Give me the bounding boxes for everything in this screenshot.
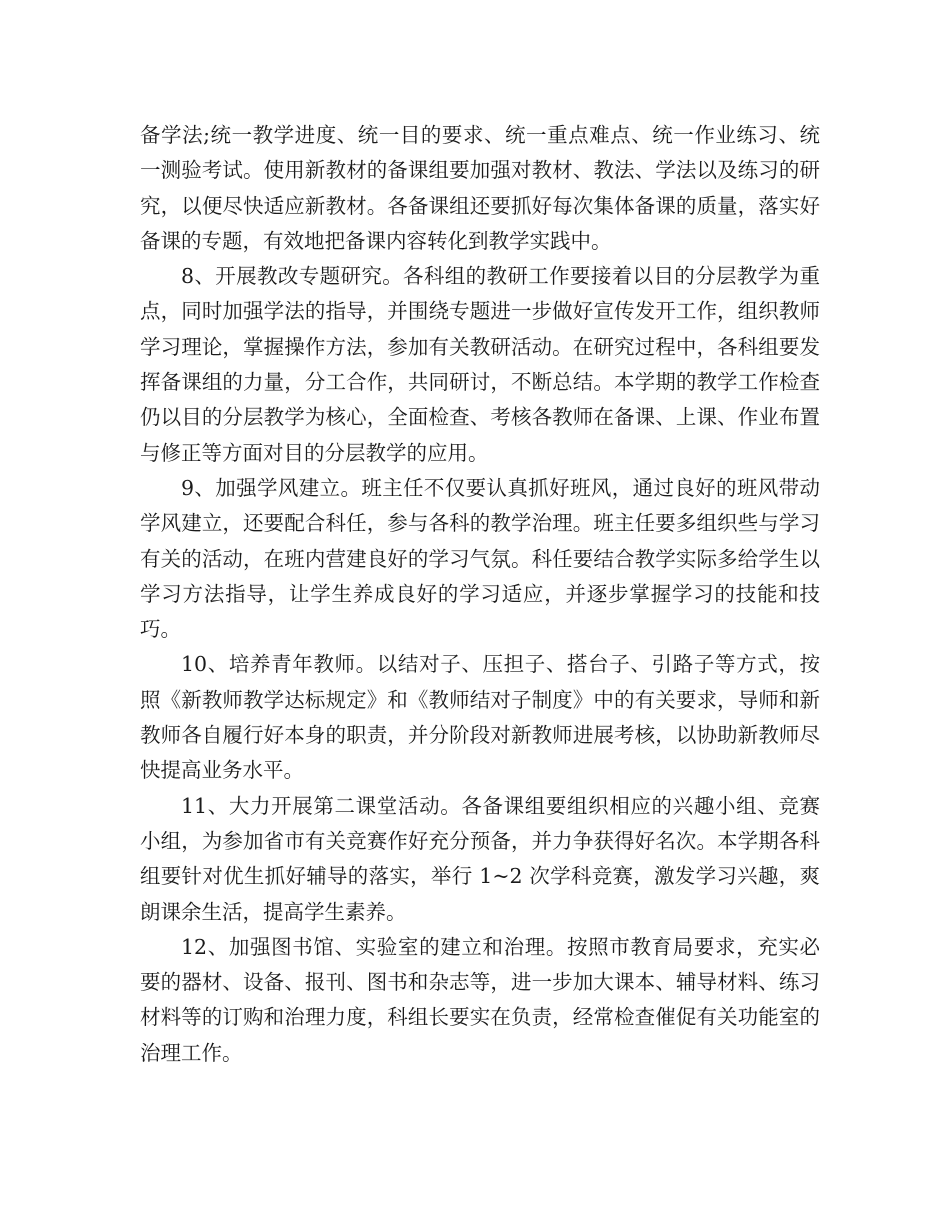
paragraph-item-12: 12、加强图书馆、实验室的建立和治理。按照市教育局要求，充实必要的器材、设备、报刊、图书和杂志等，进一步加大课本、辅导材料、练习材料等的订购和治理力度，科组长要实在负责，经常检查催促有关功能室的治理工作。 [140, 934, 820, 1065]
paragraph-continuation: 备学法;统一教学进度、统一目的要求、统一重点难点、统一作业练习、统一测验考试。使用新教材的备课组要加强对教材、教法、学法以及练习的研究，以便尽快适应新教材。各备课组还要抓好每次集体备课的质量，落实好备课的专题，有效地把备课内容转化到教学实践中。 [140, 123, 820, 253]
paragraph-item-10: 10、培养青年教师。以结对子、压担子、搭台子、引路子等方式，按照《新教师教学达标规定》和《教师结对子制度》中的有关要求，导师和新教师各自履行好本身的职责，并分阶段对新教师进展考核，以协助新教师尽快提高业务水平。 [140, 652, 820, 783]
paragraph-item-8: 8、开展教改专题研究。各科组的教研工作要接着以目的分层教学为重点，同时加强学法的指导，并围绕专题进一步做好宣传发开工作，组织教师学习理论，掌握操作方法，参加有关教研活动。在研究过程中，各科组要发挥备课组的力量，分工合作，共同研讨，不断总结。本学期的教学工作检查仍以目的分层教学为核心，全面检查、考核各教师在备课、上课、作业布置与修正等方面对目的分层教学的应用。 [140, 264, 820, 465]
document-page [140, 118, 820, 1071]
paragraph-item-11: 11、大力开展第二课堂活动。各备课组要组织相应的兴趣小组、竞赛小组，为参加省市有关竞赛作好充分预备，并力争获得好名次。本学期各科组要针对优生抓好辅导的落实，举行 1~2 次学科竞赛，激发学习兴趣，爽朗课余生活，提高学生素养。 [140, 793, 820, 924]
paragraph-item-9: 9、加强学风建立。班主任不仅要认真抓好班风，通过良好的班风带动学风建立，还要配合科任，参与各科的教学治理。班主任要多组织些与学习有关的活动，在班内营建良好的学习气氛。科任要结合教学实际多给学生以学习方法指导，让学生养成良好的学习适应，并逐步掌握学习的技能和技巧。 [140, 475, 820, 642]
